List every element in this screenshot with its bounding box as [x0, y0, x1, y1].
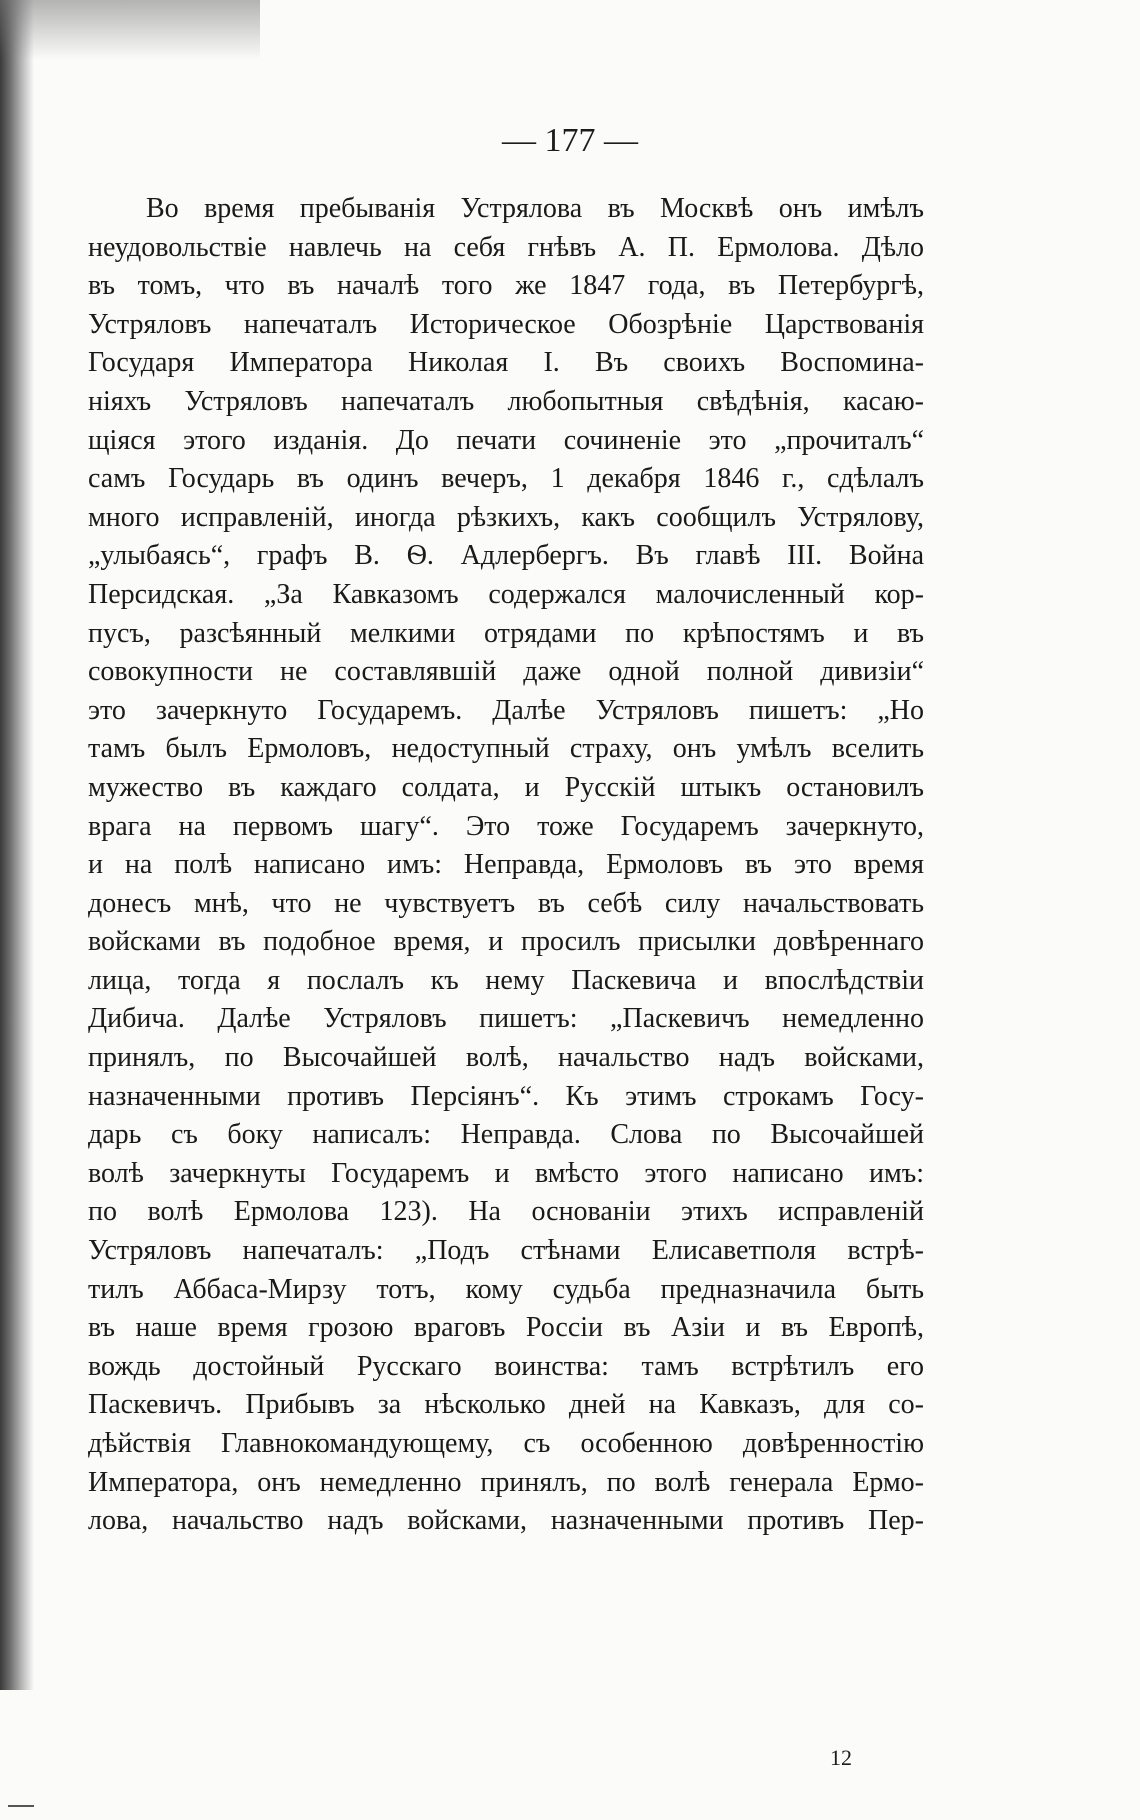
- text-line: по волѣ Ермолова 123). На основаніи этихъ исправленій: [88, 1196, 924, 1228]
- text-line: въ наше время грозою враговъ Россіи въ Азіи и въ Европѣ,: [88, 1312, 924, 1344]
- text-line: Во время пребыванія Устрялова въ Москвѣ онъ имѣлъ: [146, 193, 924, 224]
- text-line: пусъ, разсѣянный мелкими отрядами по крѣпостямъ и въ: [88, 617, 924, 649]
- text-line: неудовольствіе навлечь на себя гнѣвъ А. П. Ермолова. Дѣло: [88, 231, 924, 263]
- page-number-header: — 177 —: [502, 122, 638, 159]
- scan-shadow: [0, 0, 260, 60]
- text-line: врага на первомъ шагу“. Это тоже Государемъ зачеркнуто,: [88, 810, 924, 842]
- text-line: донесъ мнѣ, что не чувствуетъ въ себѣ силу начальствовать: [88, 887, 924, 919]
- text-line: дарь съ боку написалъ: Неправда. Слова по Высочайшей: [88, 1119, 924, 1151]
- text-line: это зачеркнуто Государемъ. Далѣе Устряловъ пишетъ: „Но: [88, 694, 924, 726]
- text-line: Дибича. Далѣе Устряловъ пишетъ: „Паскевичъ немедленно: [88, 1003, 924, 1035]
- scan-artifact: [8, 1805, 34, 1807]
- text-line: въ томъ, что въ началѣ того же 1847 года, въ Петербургѣ,: [88, 270, 924, 302]
- text-line: войсками въ подобное время, и просилъ присылки довѣреннаго: [88, 926, 924, 958]
- text-line: Императора, онъ немедленно принялъ, по волѣ генерала Ермо-: [88, 1466, 924, 1498]
- text-line: и на полѣ написано имъ: Неправда, Ермоловъ въ это время: [88, 849, 924, 881]
- text-line: лица, тогда я послалъ къ нему Паскевича и впослѣдствіи: [88, 964, 924, 996]
- body-text: [88, 190, 924, 1541]
- text-line: „улыбаясь“, графъ В. Ѳ. Адлербергъ. Въ главѣ III. Война: [88, 540, 924, 572]
- text-line: щіяся этого изданія. До печати сочиненіе это „прочиталъ“: [88, 424, 924, 456]
- text-line: дѣйствія Главнокомандующему, съ особенною довѣренностію: [88, 1428, 924, 1459]
- text-line: много исправленій, иногда рѣзкихъ, какъ сообщилъ Устрялову,: [88, 501, 924, 533]
- text-line: совокупности не составлявшій даже одной полной дивизіи“: [88, 656, 924, 688]
- text-line: Устряловъ напечаталъ: „Подъ стѣнами Елисаветполя встрѣ-: [88, 1235, 924, 1267]
- binding-shadow: [0, 0, 34, 1690]
- text-line: Государя Императора Николая I. Въ своихъ Воспомина-: [88, 347, 924, 379]
- text-line: мужество въ каждаго солдата, и Русскій штыкъ остановилъ: [88, 771, 924, 803]
- text-line: тилъ Аббаса-Мирзу тотъ, кому судьба предназначила быть: [88, 1273, 924, 1305]
- text-line: лова, начальство надъ войсками, назначенными противъ Пер-: [88, 1505, 924, 1537]
- text-line: вождь достойный Русскаго воинства: тамъ встрѣтилъ его: [88, 1350, 924, 1382]
- text-line: самъ Государь въ одинъ вечеръ, 1 декабря 1846 г., сдѣлалъ: [88, 463, 924, 495]
- text-line: волѣ зачеркнуты Государемъ и вмѣсто этого написано имъ:: [88, 1157, 924, 1189]
- text-line: тамъ былъ Ермоловъ, недоступный страху, онъ умѣлъ вселить: [88, 733, 924, 765]
- text-line: ніяхъ Устряловъ напечаталъ любопытныя свѣдѣнія, касаю-: [88, 385, 924, 417]
- text-line: Паскевичъ. Прибывъ за нѣсколько дней на Кавказъ, для со-: [88, 1389, 924, 1421]
- text-line: Устряловъ напечаталъ Историческое Обозрѣніе Царствованія: [88, 308, 924, 340]
- text-line: принялъ, по Высочайшей волѣ, начальство надъ войсками,: [88, 1042, 924, 1074]
- text-line: Персидская. „За Кавказомъ содержался малочисленный кор-: [88, 578, 924, 610]
- signature-mark: 12: [830, 1745, 852, 1770]
- text-line: назначенными противъ Персіянъ“. Къ этимъ строкамъ Госу-: [88, 1080, 924, 1112]
